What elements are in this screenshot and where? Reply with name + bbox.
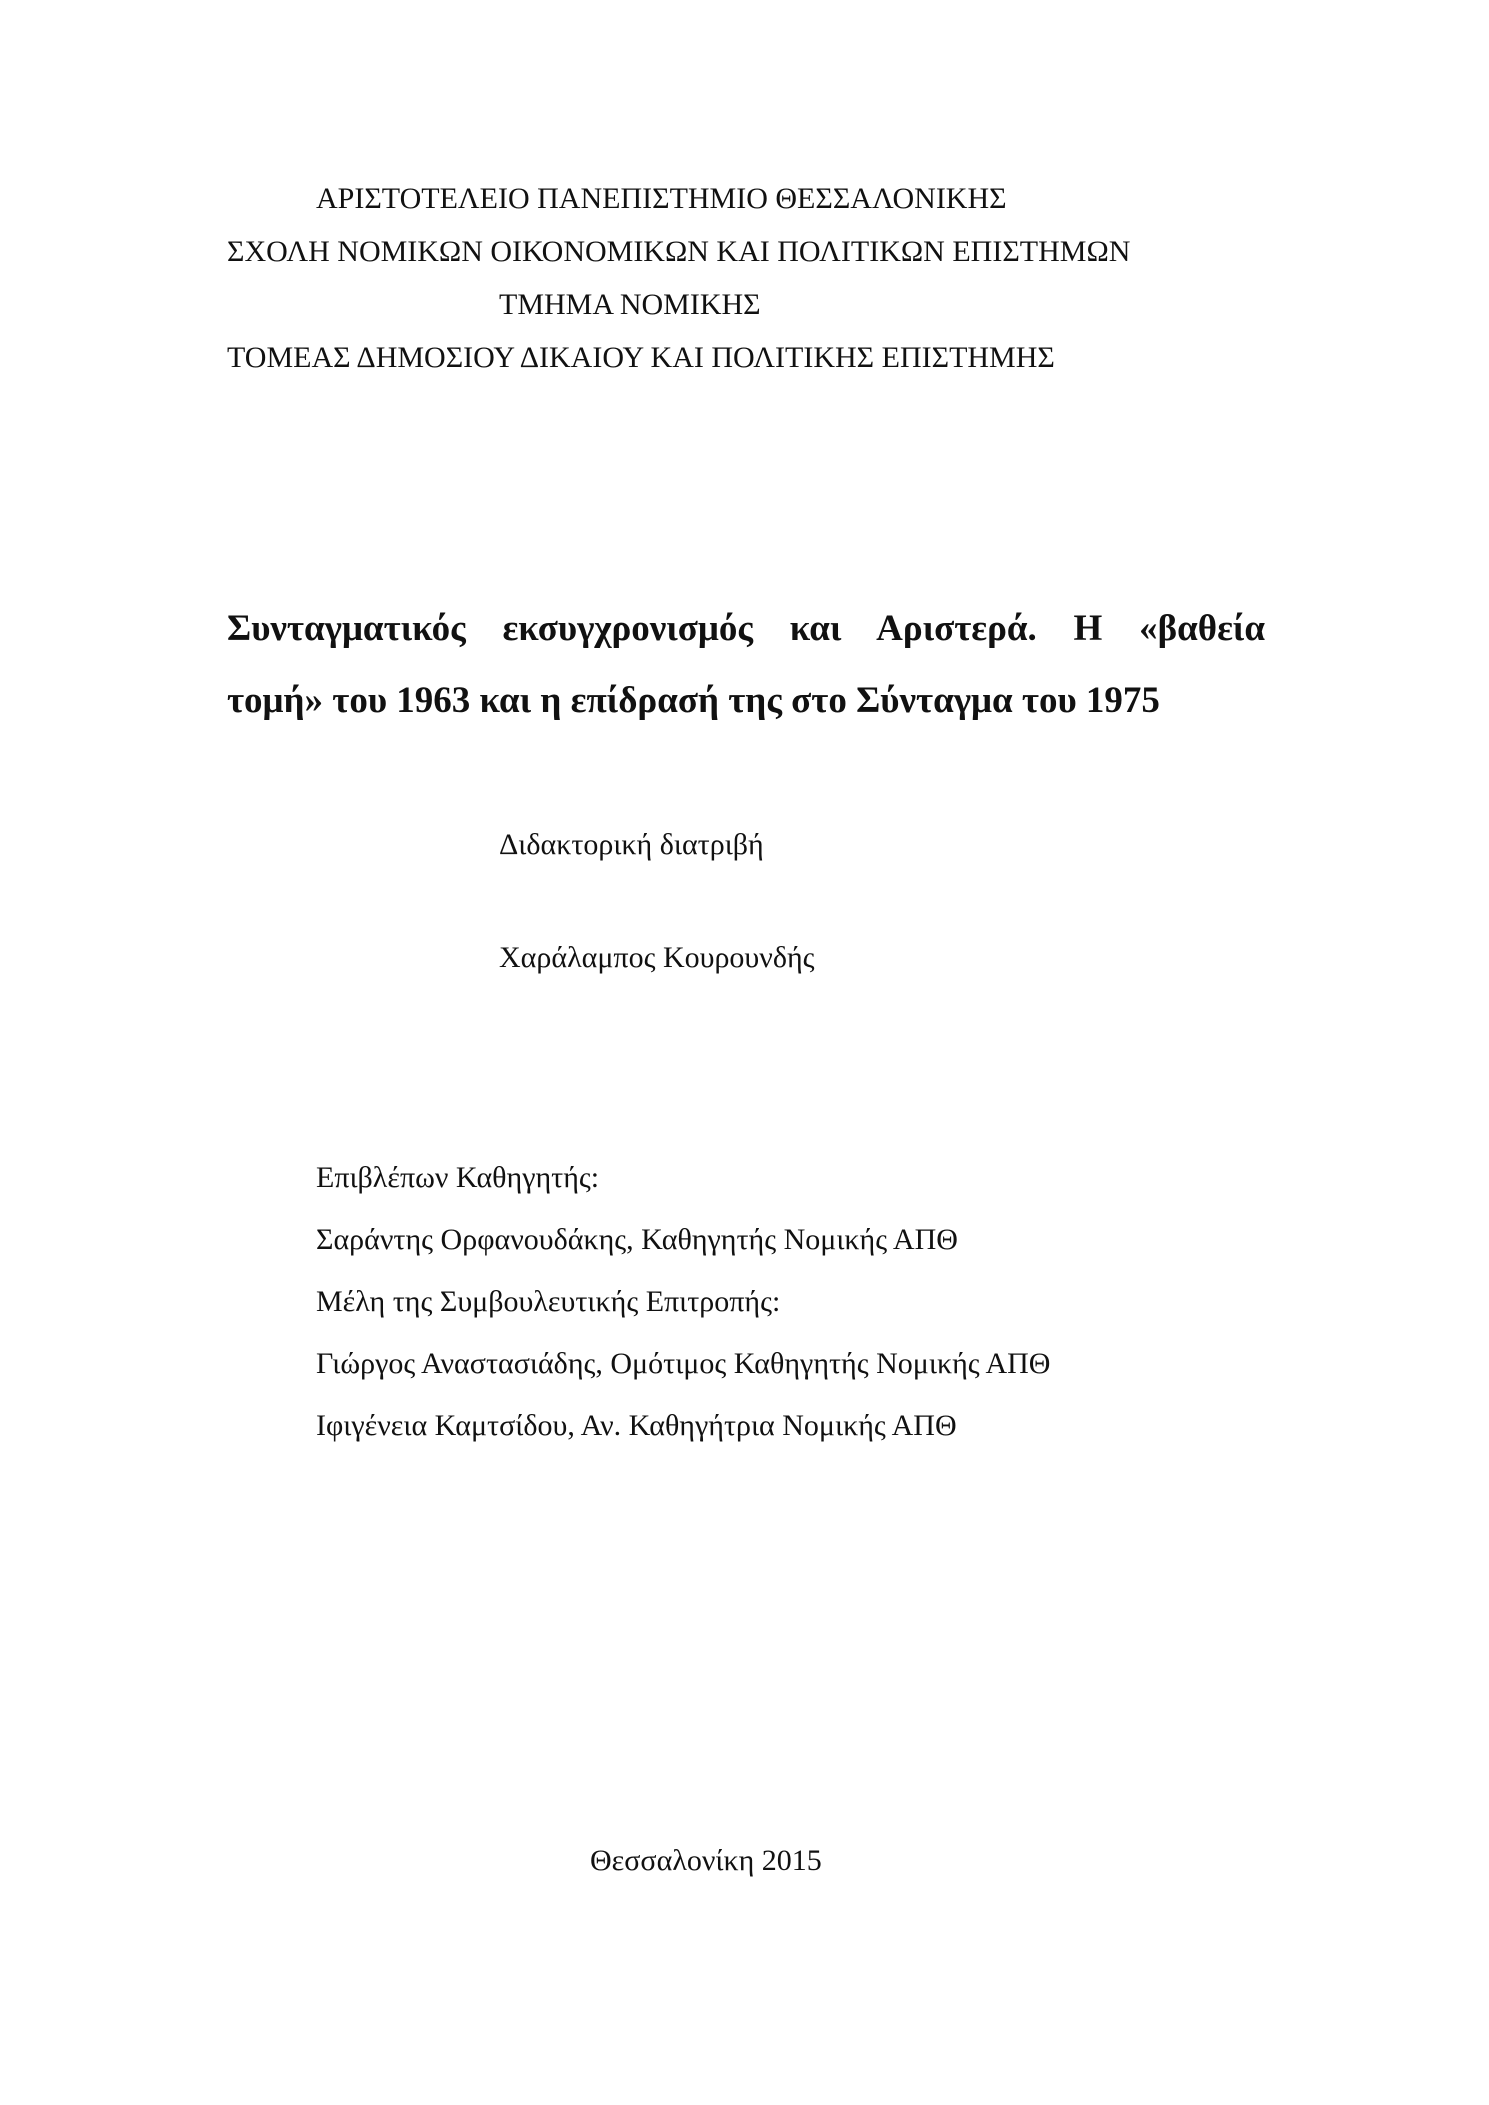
committee-member: Γιώργος Αναστασιάδης, Ομότιμος Καθηγητής Νομικής ΑΠΘ xyxy=(316,1347,1051,1380)
committee-members-heading: Μέλη της Συμβουλευτικής Επιτροπής: xyxy=(316,1285,781,1318)
sector-name: ΤΟΜΕΑΣ ΔΗΜΟΣΙΟΥ ΔΙΚΑΙΟΥ ΚΑΙ ΠΟΛΙΤΙΚΗΣ ΕΠΙΣΤΗΜΗΣ xyxy=(227,341,1055,374)
thesis-title-line-1: Συνταγματικός εκσυγχρονισμός και Αριστερά. Η «βαθεία xyxy=(227,608,1265,649)
university-name: ΑΡΙΣΤΟΤΕΛΕΙΟ ΠΑΝΕΠΙΣΤΗΜΙΟ ΘΕΣΣΑΛΟΝΙΚΗΣ xyxy=(316,182,1007,215)
school-name: ΣΧΟΛΗ ΝΟΜΙΚΩΝ ΟΙΚΟΝΟΜΙΚΩΝ ΚΑΙ ΠΟΛΙΤΙΚΩΝ ΕΠΙΣΤΗΜΩΝ xyxy=(227,235,1131,268)
committee-member: Ιφιγένεια Καμτσίδου, Αν. Καθηγήτρια Νομικής ΑΠΘ xyxy=(316,1409,957,1442)
supervisor-heading: Επιβλέπων Καθηγητής: xyxy=(316,1161,600,1194)
place-and-year: Θεσσαλονίκη 2015 xyxy=(590,1844,822,1877)
thesis-title-line-2: τομή» του 1963 και η επίδρασή της στο Σύνταγμα του 1975 xyxy=(227,680,1160,721)
department-name: ΤΜΗΜΑ ΝΟΜΙΚΗΣ xyxy=(499,288,761,321)
document-type: Διδακτορική διατριβή xyxy=(499,828,764,861)
supervisor-name: Σαράντης Ορφανουδάκης, Καθηγητής Νομικής ΑΠΘ xyxy=(316,1223,958,1256)
author-name: Χαράλαμπος Κουρουνδής xyxy=(499,941,815,974)
